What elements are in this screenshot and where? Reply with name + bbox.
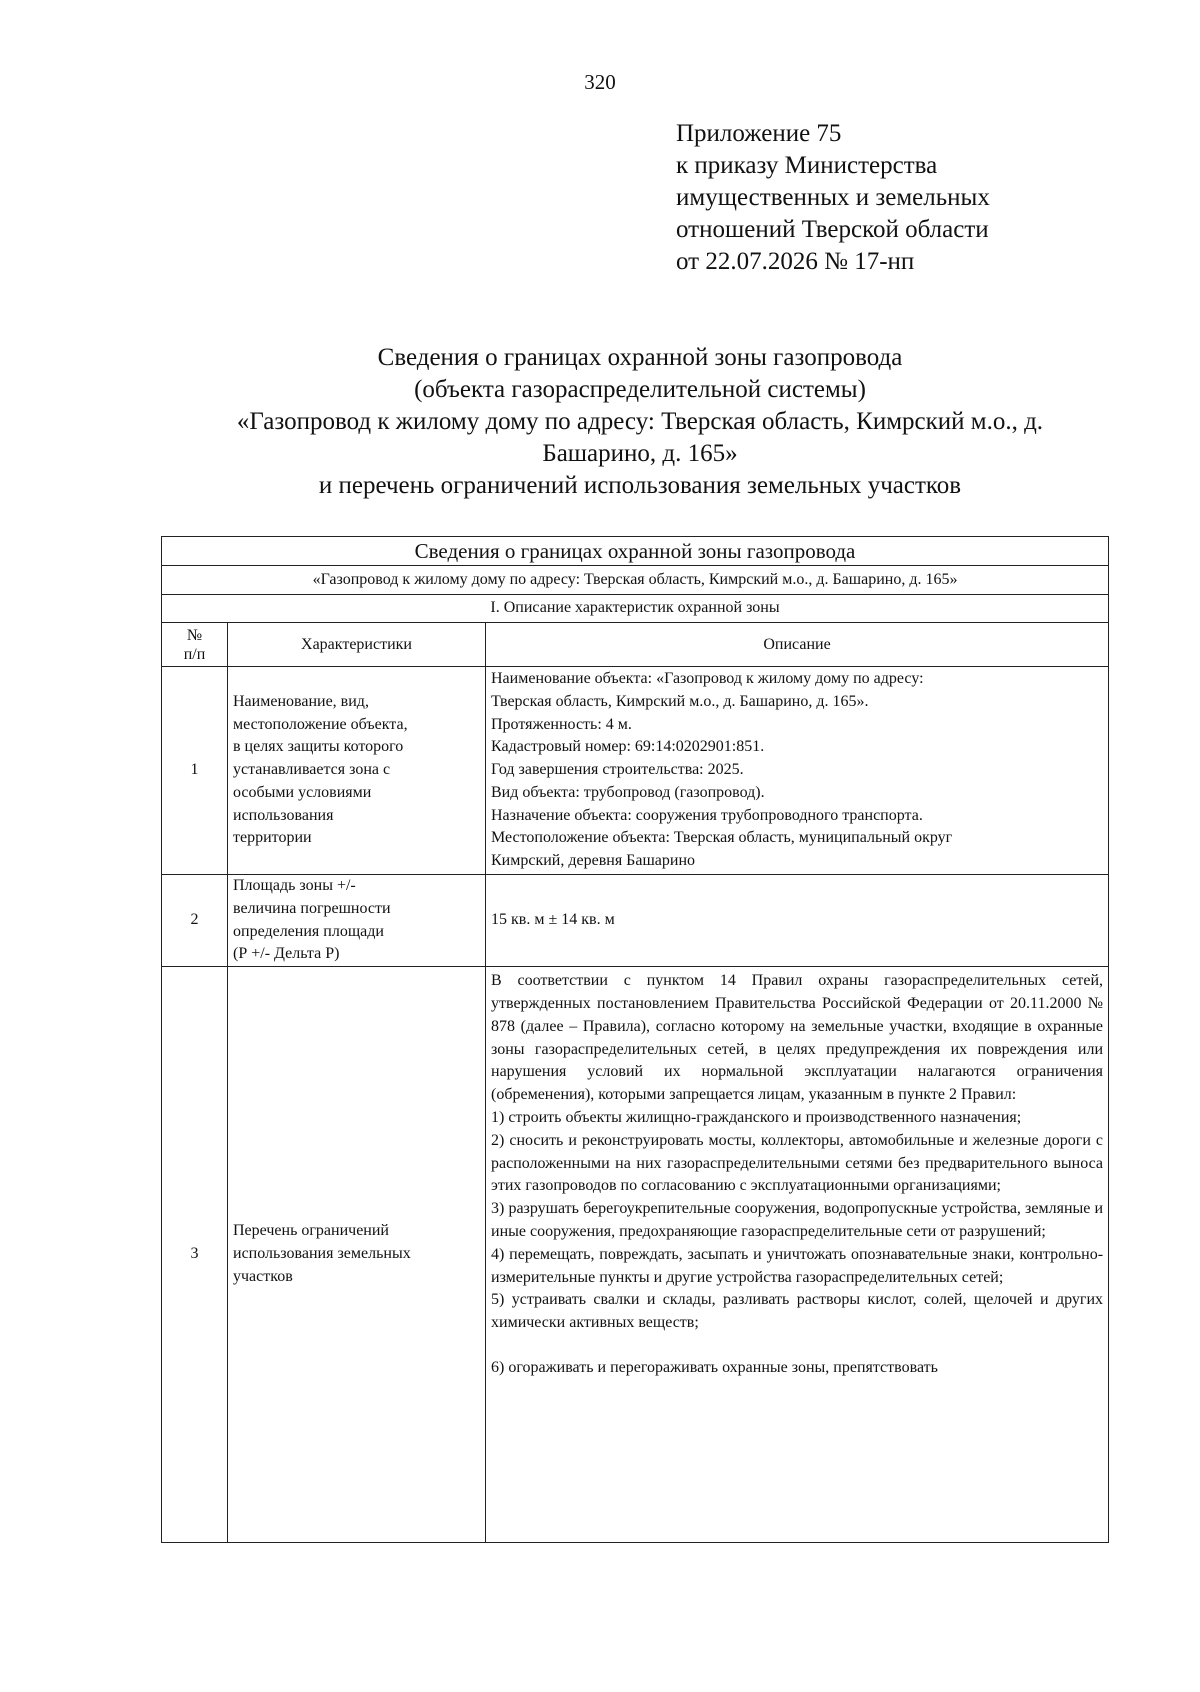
title-line: (объекта газораспределительной системы) [414,376,866,403]
row-characteristic [228,967,486,1543]
title-line: Сведения о границах охранной зоны газопровода [377,344,903,371]
row-description: 15 кв. м ± 14 кв. м [486,875,1109,967]
characteristic-line: Перечень ограничений [233,1222,389,1240]
table-header-object: «Газопровод к жилому дому по адресу: Тверская область, Кимрский м.о., д. Башарино, д. 165» [162,566,1109,595]
description-line: Тверская область, Кимрский м.о., д. Башарино, д. 165». [491,692,869,710]
row-number: 1 [162,667,228,875]
description-paragraph: 6) огораживать и перегораживать охранные зоны, препятствовать [491,1358,938,1376]
paragraph-spacer [491,1335,1103,1357]
title-line: «Газопровод к жилому дому по адресу: Тверская область, Кимрский м.о., д. [236,408,1044,435]
appendix-line: Приложение 75 [676,120,842,147]
appendix-block [676,118,990,278]
page-number: 320 [584,70,616,94]
column-header-number-abbr: п/п [183,645,206,663]
description-line: Год завершения строительства: 2025. [491,761,744,779]
column-header-description: Описание [486,623,1109,667]
appendix-line: к приказу Министерства [676,152,938,179]
document-title [160,342,1120,502]
table-row [162,967,1109,1543]
protection-zone-table [161,536,1109,1543]
appendix-line: отношений Тверской области [676,216,989,243]
characteristic-line: в целях защиты которого [233,738,404,756]
characteristic-line: местоположение объекта, [233,715,408,733]
column-header-characteristics: Характеристики [228,623,486,667]
description-line: Назначение объекта: сооружения трубопроводного транспорта. [491,806,923,824]
row-number: 2 [162,875,228,967]
row-characteristic [228,667,486,875]
appendix-line: имущественных и земельных [676,184,990,211]
column-header-number [162,623,228,667]
table-row [162,667,1109,875]
description-line: Протяженность: 4 м. [491,715,632,733]
characteristic-line: величина погрешности [233,899,391,917]
description-paragraph: 3) разрушать берегоукрепительные сооружения, водопропускные устройства, земляные и иные сооружения, предохраняющие газораспределительные сети от разрушений; [491,1200,1104,1240]
title-line: Башарино, д. 165» [542,440,738,467]
table-row [162,875,1109,967]
appendix-line: от 22.07.2026 № 17-нп [676,248,915,275]
title-line: и перечень ограничений использования земельных участков [318,472,962,499]
row-number: 3 [162,967,228,1543]
description-paragraph: 5) устраивать свалки и склады, разливать растворы кислот, солей, щелочей и других химически активных веществ; [491,1291,1104,1332]
description-line: Наименование объекта: «Газопровод к жилому дому по адресу: [491,669,924,687]
table-section-title: I. Описание характеристик охранной зоны [162,595,1109,623]
description-line: Вид объекта: трубопровод (газопровод). [491,783,765,801]
description-paragraph: 4) перемещать, повреждать, засыпать и уничтожать опознавательные знаки, контрольно-измерительные пункты и другие устройства газораспределительных сетей; [491,1245,1104,1286]
characteristic-line: использования [233,806,334,824]
row-characteristic [228,875,486,967]
characteristic-line: определения площади [233,922,384,940]
characteristic-line: использования земельных [233,1245,411,1263]
description-line: Кадастровый номер: 69:14:0202901:851. [491,738,765,756]
description-line: Кимрский, деревня Башарино [491,852,696,870]
description-paragraph: В соответствии с пунктом 14 Правил охраны газораспределительных сетей, утвержденных постановлением Правительства Российской Федерации от 20.11.2000 № 878 (далее – Правила), согласно которому на земельные участки, входящие в охранные зоны газораспределительных сетей, в целях предупреждения их повреждения или нарушения условий их нормальной эксплуатации налагаются ограничения (обременения), которыми запрещается лицам, указанным в пункте 2 Правил: [491,972,1104,1104]
characteristic-line: участков [233,1268,293,1286]
description-line: Местоположение объекта: Тверская область, муниципальный округ [491,829,953,847]
characteristic-line: (Р +/- Дельта Р) [233,945,340,963]
characteristic-line: Площадь зоны +/- [233,877,356,894]
column-header-number-symbol: № [186,626,203,644]
row-description [486,967,1109,1543]
characteristic-line: территории [233,829,312,847]
description-paragraph: 1) строить объекты жилищно-гражданского и производственного назначения; [491,1108,1022,1126]
characteristic-line: Наименование, вид, [233,692,369,710]
description-paragraph: 2) сносить и реконструировать мосты, коллекторы, автомобильные и железные дороги с расположенными на них газораспределительными сетями без предварительного выноса этих газопроводов по согласованию с эксплуатационными организациями; [491,1131,1104,1195]
characteristic-line: особыми условиями [233,783,372,801]
row-description [486,667,1109,875]
characteristic-line: устанавливается зона с [233,761,391,779]
table-header-main: Сведения о границах охранной зоны газопровода [162,537,1109,566]
